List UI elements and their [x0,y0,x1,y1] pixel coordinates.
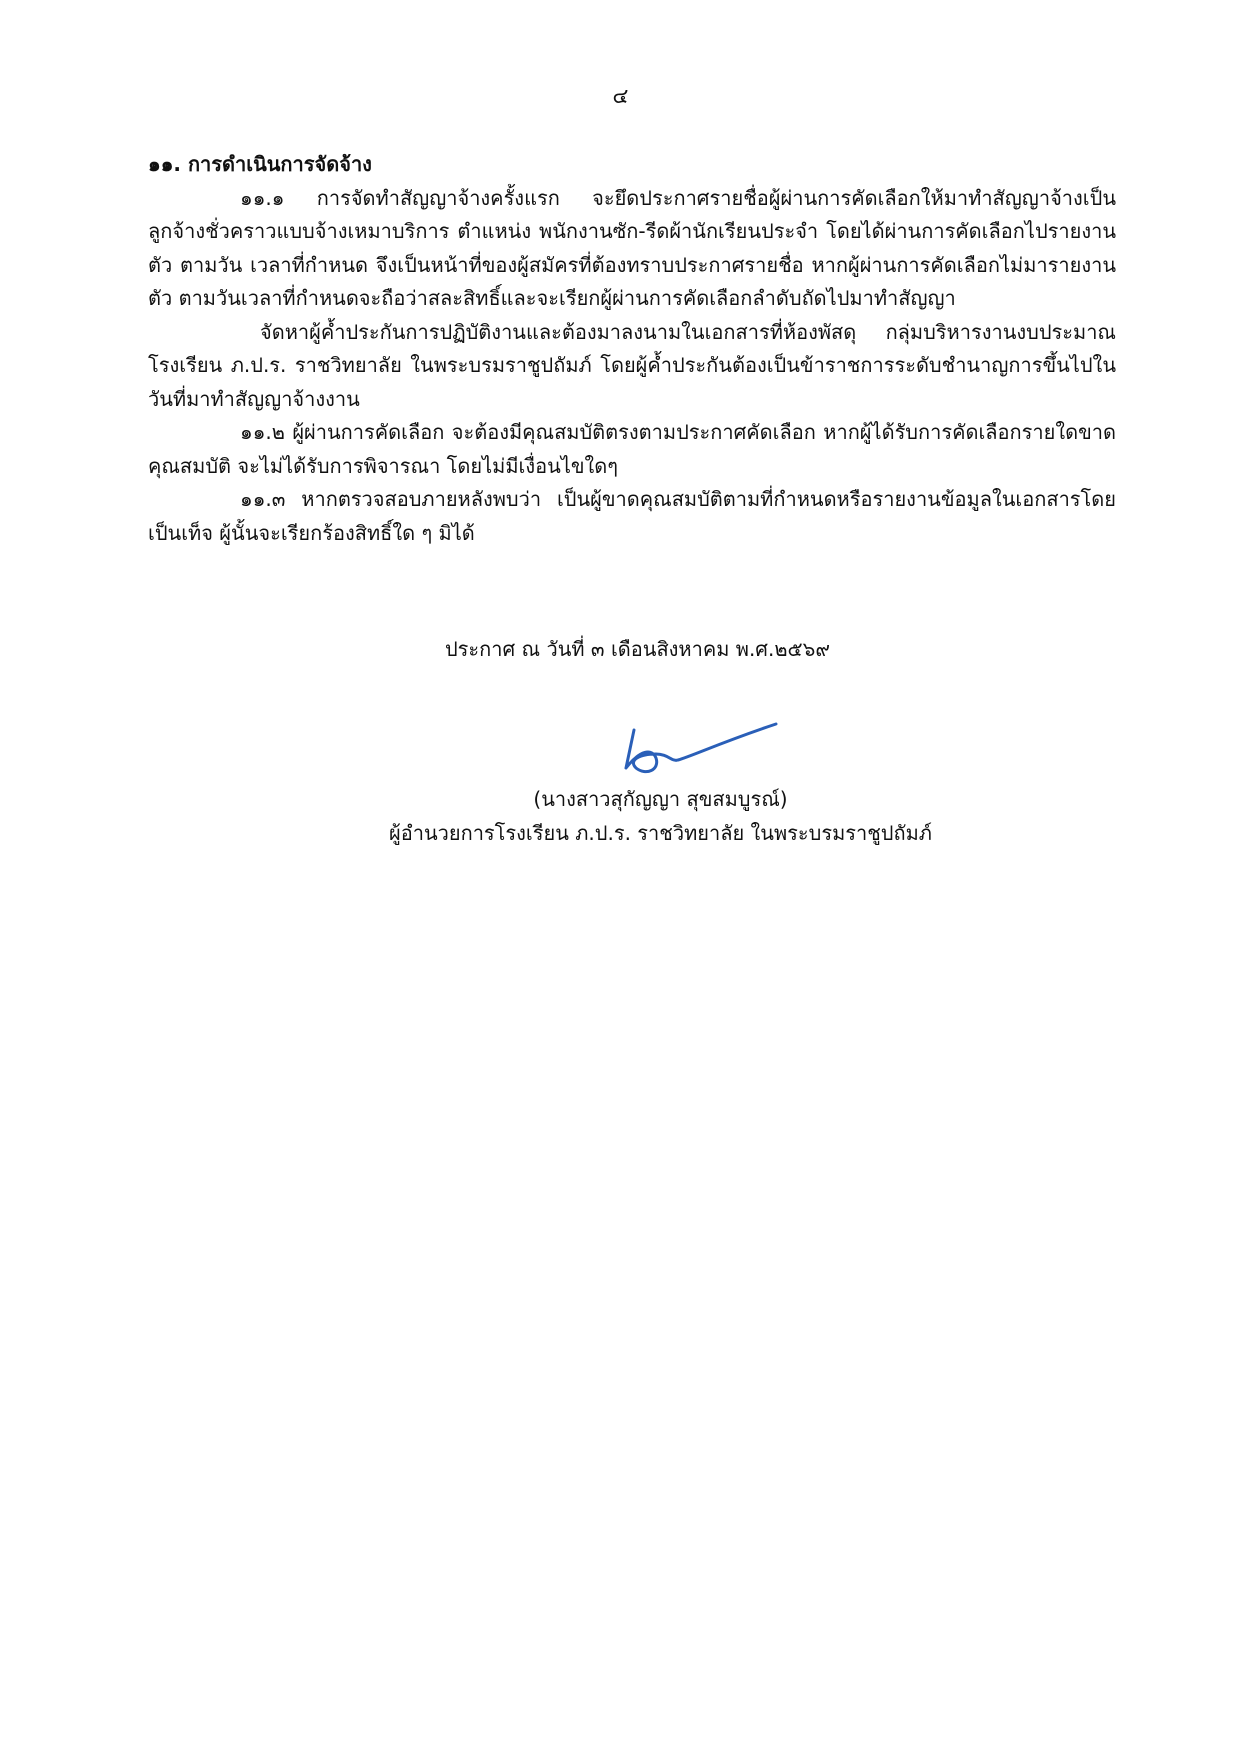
signer-name: (นางสาวสุกัญญา สุขสมบูรณ์) [533,787,788,811]
signer-position: ผู้อำนวยการโรงเรียน ภ.ป.ร. ราชวิทยาลัย ในพระบรมราชูปถัมภ์ [389,821,932,845]
paragraph-11-3: ๑๑.๓ หากตรวจสอบภายหลังพบว่า เป็นผู้ขาดคุณสมบัติตามที่กำหนดหรือรายงานข้อมูลในเอกสารโดยเป็นเท็จ ผู้นั้นจะเรียกร้องสิทธิ์ใด ๆ มิได้ [148,487,1116,545]
document-body [148,148,1116,550]
section-heading: ๑๑. การดำเนินการจัดจ้าง [148,152,372,176]
paragraph-11-1: ๑๑.๑ การจัดทำสัญญาจ้างครั้งแรก จะยึดประกาศรายชื่อผู้ผ่านการคัดเลือกให้มาทำสัญญาจ้างเป็นลูกจ้างชั่วคราวแบบจ้างเหมาบริการ ตำแหน่ง พนักงานซัก-รีดผ้านักเรียนประจำ โดยได้ผ่านการคัดเลือกไปรายงานตัว ตามวัน เวลาที่กำหนด จึงเป็นหน้าที่ของผู้สมัครที่ต้องทราบประกาศรายชื่อ หากผู้ผ่านการคัดเลือกไม่มารายงานตัว ตามวันเวลาที่กำหนดจะถือว่าสละสิทธิ์และจะเรียกผู้ผ่านการคัดเลือกลำดับถัดไปมาทำสัญญา [148,185,1116,310]
paragraph-11-2: ๑๑.๒ ผู้ผ่านการคัดเลือก จะต้องมีคุณสมบัติตรงตามประกาศคัดเลือก หากผู้ได้รับการคัดเลือกรายใดขาดคุณสมบัติ จะไม่ได้รับการพิจารณา โดยไม่มีเงื่อนไขใดๆ [148,420,1116,478]
signature-image [612,718,782,788]
paragraph-guarantor: จัดหาผู้ค้ำประกันการปฏิบัติงานและต้องมาลงนามในเอกสารที่ห้องพัสดุ กลุ่มบริหารงานงบประมาณโรงเรียน ภ.ป.ร. ราชวิทยาลัย ในพระบรมราชูปถัมภ์ โดยผู้ค้ำประกันต้องเป็นข้าราชการระดับชำนาญการขึ้นไปในวันที่มาทำสัญญาจ้างงาน [148,319,1116,411]
page-number: ๔ [612,84,629,108]
announcement-date: ประกาศ ณ วันที่ ๓ เดือนสิงหาคม พ.ศ.๒๕๖๙ [444,637,831,661]
signature-stroke [626,724,776,772]
